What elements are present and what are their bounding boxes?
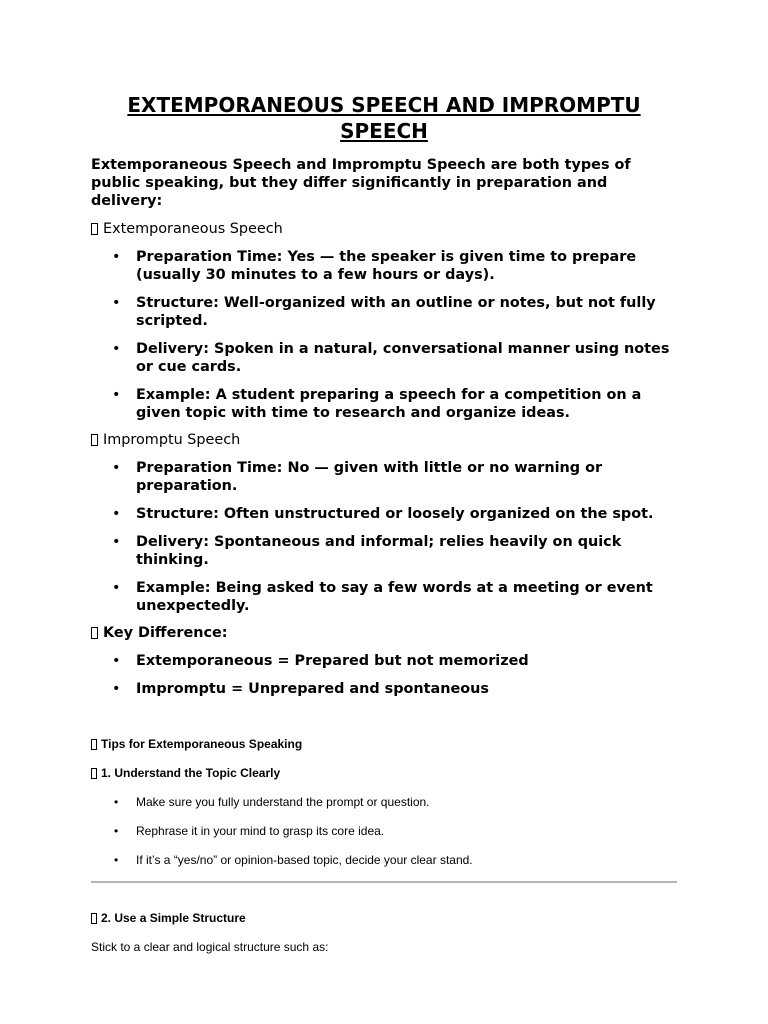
step2-heading <box>91 910 677 926</box>
step1-heading-label: 1. Understand the Topic Clearly <box>101 766 281 780</box>
list-item: • Structure: Often unstructured or loosely organized on the spot. <box>112 506 654 522</box>
key-difference-list <box>91 652 677 698</box>
intro-paragraph: Extemporaneous Speech and Impromptu Speech are both types of public speaking, but they differ significantly in preparation and delivery: <box>91 157 631 209</box>
box-glyph-icon <box>91 739 97 750</box>
section-heading-label: Impromptu Speech <box>103 432 241 448</box>
box-glyph-icon <box>91 913 97 924</box>
list-item: • If it’s a “yes/no” or opinion-based topic, decide your clear stand. <box>114 853 473 867</box>
list-item: • Structure: Well-organized with an outline or notes, but not fully scripted. <box>112 295 656 329</box>
section-heading-extemporaneous <box>91 220 677 238</box>
list-item: • Impromptu = Unprepared and spontaneous <box>112 681 489 697</box>
list-item: • Preparation Time: No — given with little or no warning or preparation. <box>112 460 603 494</box>
horizontal-divider <box>91 881 677 883</box>
section-heading-label: Extemporaneous Speech <box>103 221 283 237</box>
document-page <box>91 92 677 955</box>
tips-heading-label: Tips for Extemporaneous Speaking <box>101 737 303 751</box>
document-title: EXTEMPORANEOUS SPEECH AND IMPROMPTU SPEECH <box>127 93 641 143</box>
list-item: • Delivery: Spontaneous and informal; relies heavily on quick thinking. <box>112 534 622 568</box>
spacer <box>91 708 677 736</box>
box-glyph-icon <box>91 434 98 446</box>
step2-heading-label: 2. Use a Simple Structure <box>101 911 246 925</box>
section-heading-label: Key Difference: <box>103 625 228 641</box>
section-heading-key-difference <box>91 624 677 642</box>
list-item: • Example: Being asked to say a few words at a meeting or event unexpectedly. <box>112 580 653 614</box>
list-item: • Rephrase it in your mind to grasp its core idea. <box>114 824 385 838</box>
section-heading-impromptu <box>91 431 677 449</box>
list-item: • Preparation Time: Yes — the speaker is given time to prepare (usually 30 minutes to a few hours or days). <box>112 249 637 283</box>
list-item: • Example: A student preparing a speech for a competition on a given topic with time to research and organize ideas. <box>112 387 642 421</box>
step1-heading <box>91 765 677 781</box>
extemporaneous-list <box>91 248 677 422</box>
tips-heading <box>91 736 677 752</box>
step1-list <box>91 794 677 868</box>
box-glyph-icon <box>91 223 98 235</box>
list-item: • Make sure you fully understand the prompt or question. <box>114 795 430 809</box>
box-glyph-icon <box>91 627 98 639</box>
box-glyph-icon <box>91 768 97 779</box>
list-item: • Delivery: Spoken in a natural, conversational manner using notes or cue cards. <box>112 341 670 375</box>
list-item: • Extemporaneous = Prepared but not memorized <box>112 653 529 669</box>
impromptu-list <box>91 459 677 615</box>
step2-text: Stick to a clear and logical structure such as: <box>91 940 329 954</box>
